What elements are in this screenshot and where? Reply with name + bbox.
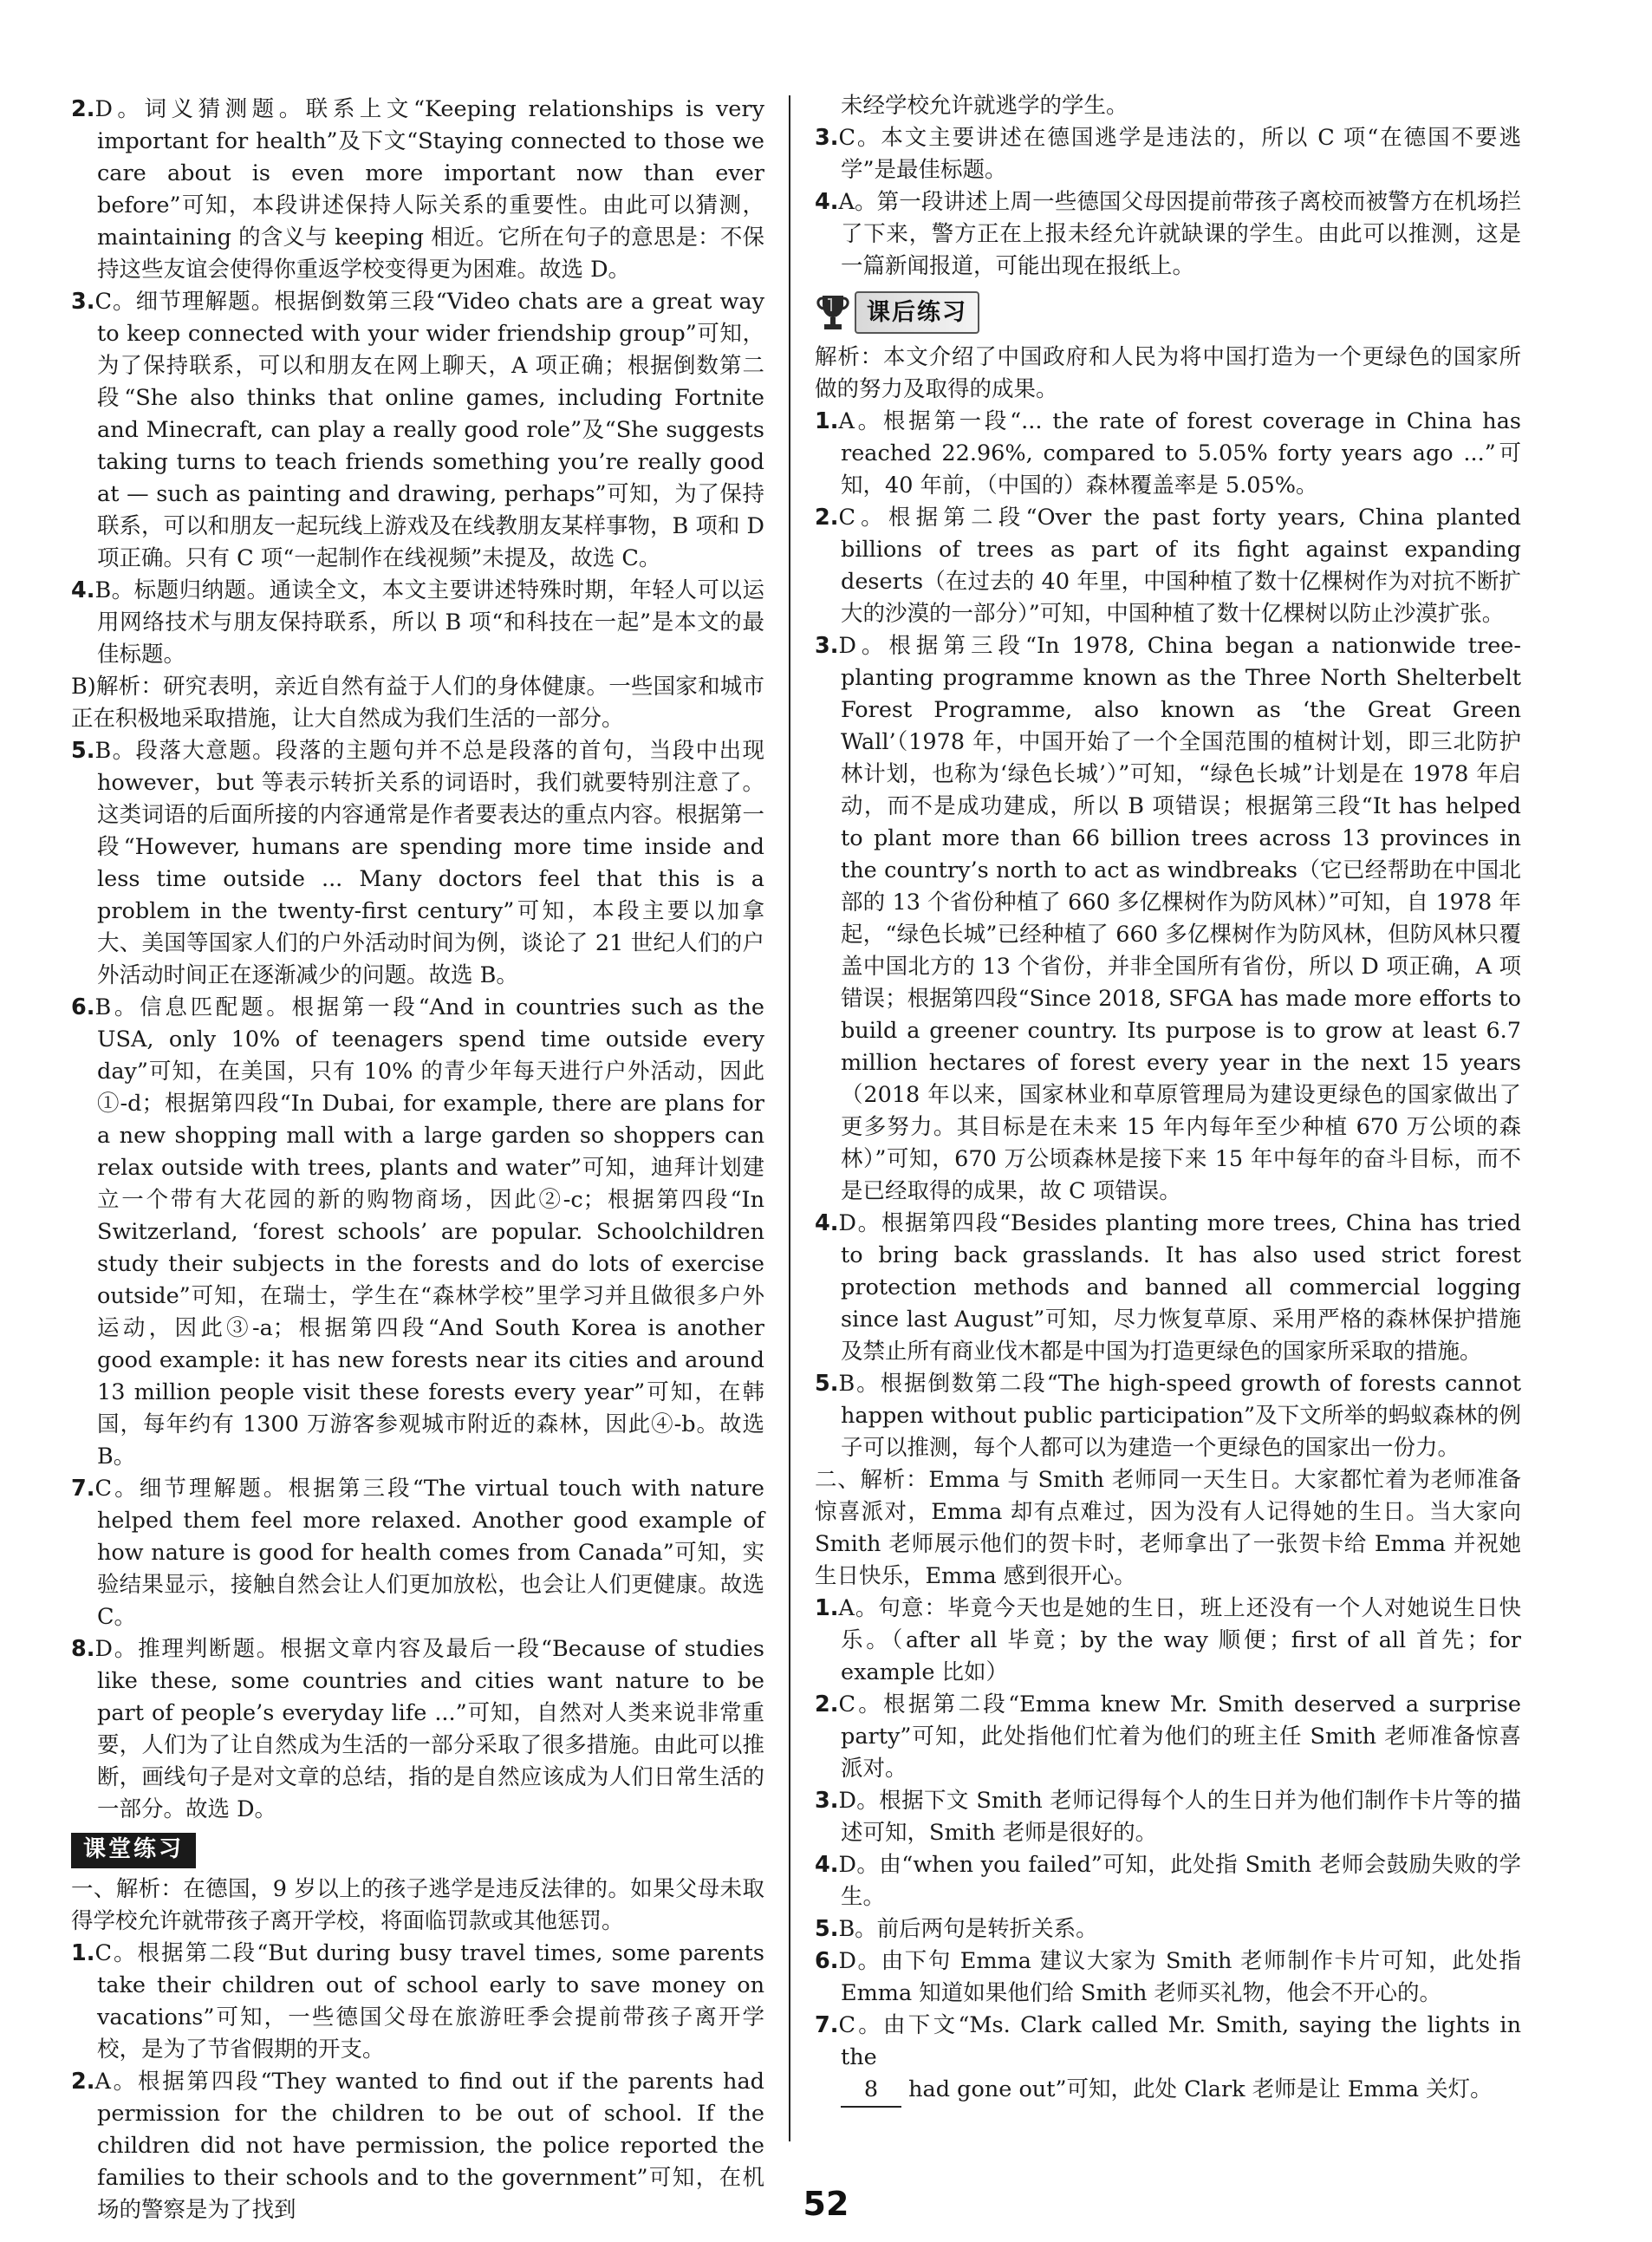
answer-list xyxy=(815,1593,1521,2074)
answer-item xyxy=(815,122,1521,186)
answer-text: A。根据第一段“... the rate of forest coverage in China has reached 22.96%, compared to 5.05% forty years ago ...”可知，40 年前，（中国的）森林覆盖率是 5.05%。 xyxy=(838,408,1521,499)
homework-tag: 课后练习 xyxy=(855,291,979,334)
question-number: 2. xyxy=(71,96,95,122)
question-number: 7. xyxy=(815,2012,839,2038)
answer-text: A。根据第四段“They wanted to find out if the parents had permission for the children to be out of school. If the children did not have permission, the police reported the families to their schools and to the government”可知，在机场的警察是为了找到 xyxy=(94,2069,764,2223)
answer-list xyxy=(815,406,1521,1464)
homework-intro: 解析：本文介绍了中国政府和人民为将中国打造为一个更绿色的国家所做的努力及取得的成果。 xyxy=(815,344,1521,402)
answer-text: C。根据第二段“Over the past forty years, China planted billions of trees as part of its fight against expanding deserts（在过去的 40 年里，中国种植了数十亿棵树作为对抗不断扩大的沙漠的一部分）”可知，中国种植了数十亿棵树以防止沙漠扩张。 xyxy=(838,505,1521,627)
answer-text: D。词义猜测题。联系上文“Keeping relationships is very important for health”及下文“Staying connected to those we care about is even more important now than ever before”可知，本段讲述保持人际关系的重要性。由此可以猜测，maintaining 的含义与 keeping 相近。它所在句子的意思是：不保持这些友谊会使得你重返学校变得更为困难。故选 D。 xyxy=(94,96,764,283)
question-number: 3. xyxy=(815,1788,839,1814)
question-number: 5. xyxy=(71,738,95,764)
last-line-text: had gone out”可知，此处 Clark 老师是让 Emma 关灯。 xyxy=(908,2076,1493,2102)
answer-text: A。句意：毕竟今天也是她的生日，班上还没有一个人对她说生日快乐。（after all 毕竟；by the way 顺便；first of all 首先；for example 比如） xyxy=(838,1595,1521,1685)
question-number: 3. xyxy=(815,633,839,659)
answer-item xyxy=(815,630,1521,1208)
page-number: 52 xyxy=(803,2185,849,2223)
answer-text: D。由“when you failed”可知，此处指 Smith 老师会鼓励失败的学生。 xyxy=(838,1852,1521,1910)
class-practice-intro: 一、解析：在德国，9 岁以上的孩子逃学是违反法律的。如果父母未取得学校允许就带孩子离开学校，将面临罚款或其他惩罚。 xyxy=(71,1876,764,1934)
answer-text: C。细节理解题。根据倒数第三段“Video chats are a great way to keep connected with your wider friendship group”可知，为了保持联系，可以和朋友在网上聊天，A 项正确；根据倒数第二段“She also thinks that online games, including Fortnite and Minecraft, can play a really good role”及“She suggests taking turns to teach friends something you’re really good at — such as painting and drawing, perhaps”可知，为了保持联系，可以和朋友一起玩线上游戏及在线教朋友某样事物，B 项和 D 项正确。只有 C 项“一起制作在线视频”未提及，故选 C。 xyxy=(94,289,764,571)
answer-text: C。根据第二段“But during busy travel times, some parents take their children out of school early to save money on vacations”可知，一些德国父母在旅游旺季会提前带孩子离开学校，是为了节省假期的开支。 xyxy=(94,1940,764,2063)
answer-text: B。段落大意题。段落的主题句并不总是段落的首句，当段中出现 however，but 等表示转折关系的词语时，我们就要特别注意了。这类词语的后面所接的内容通常是作者要表达的重点内容。根据第一段“However, humans are spending more time inside and less time outside ... Many doctors feel that this is a problem in the twenty-first century”可知，本段主要以加拿大、美国等国家人们的户外活动时间为例，谈论了 21 世纪人们的户外活动时间正在逐渐减少的问题。故选 B。 xyxy=(94,738,764,988)
question-number: 4. xyxy=(815,1210,839,1236)
answer-list xyxy=(71,735,764,1826)
answer-text: C。由下文“Ms. Clark called Mr. Smith, saying the lights in the xyxy=(838,2012,1521,2070)
trophy-icon xyxy=(815,292,851,332)
answer-item xyxy=(815,1689,1521,1785)
answer-item xyxy=(71,992,764,1473)
answer-item xyxy=(815,1849,1521,1913)
question-number: 6. xyxy=(71,994,95,1020)
answer-item xyxy=(815,406,1521,502)
answer-list xyxy=(815,122,1521,283)
answer-text: B。前后两句是转折关系。 xyxy=(838,1916,1098,1942)
answer-item xyxy=(815,2010,1521,2074)
answer-item xyxy=(815,1208,1521,1368)
right-column xyxy=(815,90,1521,2108)
answer-text: D。推理判断题。根据文章内容及最后一段“Because of studies like these, some countries and cities want nature to be part of people’s everyday life ...”可知，自然对人类来说非常重要，人们为了让自然成为生活的一部分采取了很多措施。由此可以推断，画线句子是对文章的总结，指的是自然应该成为人们日常生活的一部分。故选 D。 xyxy=(94,1636,764,1822)
answer-text: D。根据第四段“Besides planting more trees, China has tried to bring back grasslands. It has also used strict forest protection methods and banned all commercial logging since last August”可知，尽力恢复草原、采用严格的森林保护措施及禁止所有商业伐木都是中国为打造更绿色的国家所采取的措施。 xyxy=(838,1210,1521,1365)
answer-text: D。由下句 Emma 建议大家为 Smith 老师制作卡片可知，此处指 Emma 知道如果他们给 Smith 老师买礼物，他会不开心的。 xyxy=(838,1948,1521,2006)
left-column xyxy=(71,94,764,2226)
answer-text: C。根据第二段“Emma knew Mr. Smith deserved a surprise party”可知，此处指他们忙着为他们的班主任 Smith 老师准备惊喜派对。 xyxy=(838,1691,1521,1782)
question-number: 4. xyxy=(71,577,95,603)
question-number: 3. xyxy=(71,289,95,315)
question-number: 1. xyxy=(815,1595,839,1621)
answer-item xyxy=(815,1945,1521,2010)
answer-item xyxy=(71,1633,764,1826)
answer-item xyxy=(71,575,764,671)
question-number: 1. xyxy=(815,408,839,434)
question-number: 4. xyxy=(815,189,839,215)
question-number: 2. xyxy=(815,505,839,531)
class-practice-tag: 课堂练习 xyxy=(71,1833,196,1868)
continued-text: 未经学校允许就逃学的学生。 xyxy=(841,93,1128,119)
answer-item xyxy=(815,502,1521,630)
answer-list xyxy=(71,94,764,671)
answer-item xyxy=(815,1368,1521,1464)
question-number: 3. xyxy=(815,125,839,151)
last-line xyxy=(815,2074,1521,2108)
homework-header xyxy=(815,290,1521,335)
question-number: 5. xyxy=(815,1916,839,1942)
answer-text: C。本文主要讲述在德国逃学是违法的，所以 C 项“在德国不要逃学”是最佳标题。 xyxy=(838,125,1521,183)
answer-item xyxy=(815,186,1521,283)
question-number: 5. xyxy=(815,1371,839,1397)
answer-item xyxy=(71,735,764,992)
column-divider xyxy=(789,95,790,2141)
question-number: 2. xyxy=(815,1691,839,1717)
answer-text: B。根据倒数第二段“The high-speed growth of forests cannot happen without public participation”及下文所举的蚂蚁森林的例子可以推测，每个人都可以为建造一个更绿色的国家出一份力。 xyxy=(838,1371,1521,1461)
answer-text: B。标题归纳题。通读全文，本文主要讲述特殊时期，年轻人可以运用网络技术与朋友保持联系，所以 B 项“和科技在一起”是本文的最佳标题。 xyxy=(94,577,764,668)
answer-text: D。根据第三段“In 1978, China began a nationwide tree-planting programme known as the Three North Shelterbelt Forest Programme, also known as ‘the Great Green Wall’（1978 年，中国开始了一个全国范围的植树计划，即三北防护林计划，也称为‘绿色长城’）”可知，“绿色长城”计划是在 1978 年启动，而不是成功建成，所以 B 项错误；根据第三段“It has helped to plant more than 66 billion trees across 13 provinces in the country’s north to act as windbreaks（它已经帮助在中国北部的 13 个省份种植了 660 多亿棵树作为防风林）”可知，自 1978 年起，“绿色长城”已经种植了 660 多亿棵树作为防风林，但防风林只覆盖中国北方的 13 个省份，并非全国所有省份，所以 D 项正确，A 项错误；根据第四段“Since 2018, SFGA has made more efforts to build a greener country. Its purpose is to grow at least 6.7 million hectares of forest every year in the next 15 years（2018 年以来，国家林业和草原管理局为建设更绿色的国家做出了更多努力。其目标是在未来 15 年内每年至少种植 670 万公顷的森林）”可知，670 万公顷森林是接下来 15 年中每年的奋斗目标，而不是已经取得的成果，故 C 项错误。 xyxy=(838,633,1521,1204)
question-number: 8. xyxy=(71,1636,95,1662)
part-two-intro: 二、解析：Emma 与 Smith 老师同一天生日。大家都忙着为老师准备惊喜派对，Emma 却有点难过，因为没有人记得她的生日。当大家向 Smith 老师展示他们的贺卡时，老师拿出了一张贺卡给 Emma 并祝她生日快乐，Emma 感到很开心。 xyxy=(815,1467,1521,1589)
answer-list xyxy=(71,1938,764,2226)
question-number: 7. xyxy=(71,1476,95,1502)
section-b-intro: B)解析：研究表明，亲近自然有益于人们的身体健康。一些国家和城市正在积极地采取措施，让大自然成为我们生活的一部分。 xyxy=(71,674,764,732)
answer-text: C。细节理解题。根据第三段“The virtual touch with nature helped them feel more relaxed. Another good example of how nature is good for health comes from Canada”可知，实验结果显示，接触自然会让人们更加放松，也会让人们更健康。故选 C。 xyxy=(94,1476,764,1630)
answer-item xyxy=(71,286,764,575)
question-blank: 8 xyxy=(841,2074,901,2108)
answer-text: B。信息匹配题。根据第一段“And in countries such as the USA, only 10% of teenagers spend time outside every day”可知，在美国，只有 10% 的青少年每天进行户外活动，因此①-d；根据第四段“In Dubai, for example, there are plans for a new shopping mall with a large garden so shoppers can relax outside with trees, plants and water”可知，迪拜计划建立一个带有大花园的新的购物商场，因此②-c；根据第四段“In Switzerland, ‘forest schools’ are popular. Schoolchildren study their subjects in the forests and do lots of exercise outside”可知，在瑞士，学生在“森林学校”里学习并且做很多户外运动，因此③-a；根据第四段“And South Korea is another good example: it has new forests near its cities and around 13 million people visit these forests every year”可知，在韩国，每年约有 1300 万游客参观城市附近的森林，因此④-b。故选 B。 xyxy=(94,994,764,1470)
answer-item xyxy=(815,1785,1521,1849)
answer-text: A。第一段讲述上周一些德国父母因提前带孩子离校而被警方在机场拦了下来，警方正在上报未经允许就缺课的学生。由此可以推测，这是一篇新闻报道，可能出现在报纸上。 xyxy=(838,189,1521,279)
answer-item xyxy=(71,1473,764,1633)
question-number: 1. xyxy=(71,1940,95,1966)
answer-item xyxy=(71,1938,764,2066)
answer-text: D。根据下文 Smith 老师记得每个人的生日并为他们制作卡片等的描述可知，Smith 老师是很好的。 xyxy=(838,1788,1521,1846)
answer-item xyxy=(815,1913,1521,1945)
question-number: 6. xyxy=(815,1948,839,1974)
answer-item xyxy=(71,94,764,286)
question-number: 2. xyxy=(71,2069,95,2095)
question-number: 4. xyxy=(815,1852,839,1878)
answer-item xyxy=(815,1593,1521,1689)
